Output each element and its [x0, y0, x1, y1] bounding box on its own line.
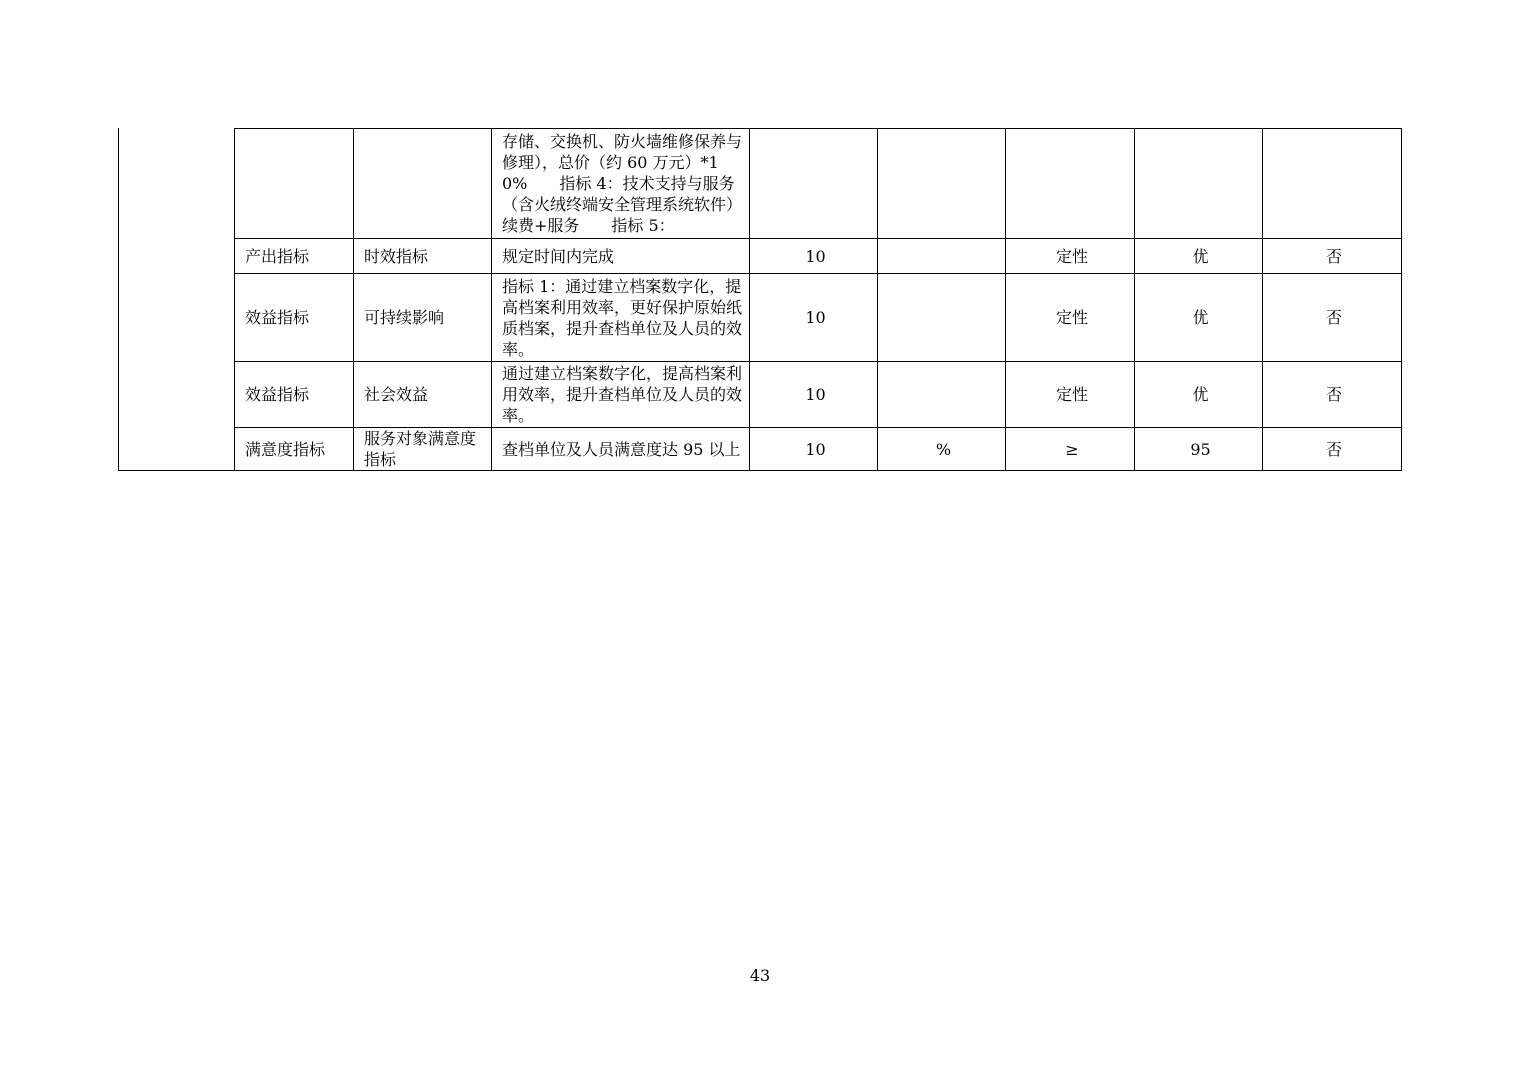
score-cell: 10 [750, 239, 878, 274]
target-cell: 优 [1135, 362, 1263, 428]
table-row [235, 274, 1402, 362]
content-cell: 存储、交换机、防火墙维修保养与修理），总价（约 60 万元）*10% 指标 4：技术支持与服务（含火绒终端安全管理系统软件）续费+服务 指标 5： [492, 129, 750, 239]
unit-cell [878, 129, 1006, 239]
table-row [235, 239, 1402, 274]
table-row [235, 428, 1402, 471]
flag-cell: 否 [1263, 428, 1402, 471]
unit-cell [878, 274, 1006, 362]
flag-cell: 否 [1263, 239, 1402, 274]
nature-cell: 定性 [1006, 239, 1135, 274]
unit-cell [878, 362, 1006, 428]
target-cell: 优 [1135, 274, 1263, 362]
flag-cell [1263, 129, 1402, 239]
unit-cell [878, 239, 1006, 274]
nature-cell: 定性 [1006, 362, 1135, 428]
level1-cell: 效益指标 [235, 362, 354, 428]
flag-cell: 否 [1263, 274, 1402, 362]
performance-indicator-table [234, 128, 1402, 471]
content-cell: 指标 1：通过建立档案数字化，提高档案利用效率，更好保护原始纸质档案，提升查档单位及人员的效率。 [492, 274, 750, 362]
nature-cell [1006, 129, 1135, 239]
merged-left-column [118, 128, 234, 471]
target-cell [1135, 129, 1263, 239]
content-cell: 规定时间内完成 [492, 239, 750, 274]
level1-cell: 产出指标 [235, 239, 354, 274]
page-number: 43 [749, 966, 771, 985]
nature-cell: 定性 [1006, 274, 1135, 362]
table-row [235, 129, 1402, 239]
level1-cell: 满意度指标 [235, 428, 354, 471]
level1-cell: 效益指标 [235, 274, 354, 362]
target-cell: 95 [1135, 428, 1263, 471]
nature-cell: ≥ [1006, 428, 1135, 471]
score-cell: 10 [750, 362, 878, 428]
level2-cell: 社会效益 [354, 362, 492, 428]
content-cell: 查档单位及人员满意度达 95 以上 [492, 428, 750, 471]
score-cell [750, 129, 878, 239]
unit-cell: % [878, 428, 1006, 471]
score-cell: 10 [750, 428, 878, 471]
level2-cell: 服务对象满意度指标 [354, 428, 492, 471]
target-cell: 优 [1135, 239, 1263, 274]
flag-cell: 否 [1263, 362, 1402, 428]
level2-cell: 可持续影响 [354, 274, 492, 362]
score-cell: 10 [750, 274, 878, 362]
content-cell: 通过建立档案数字化，提高档案利用效率，提升查档单位及人员的效率。 [492, 362, 750, 428]
level1-cell [235, 129, 354, 239]
level2-cell: 时效指标 [354, 239, 492, 274]
table-row [235, 362, 1402, 428]
level2-cell [354, 129, 492, 239]
